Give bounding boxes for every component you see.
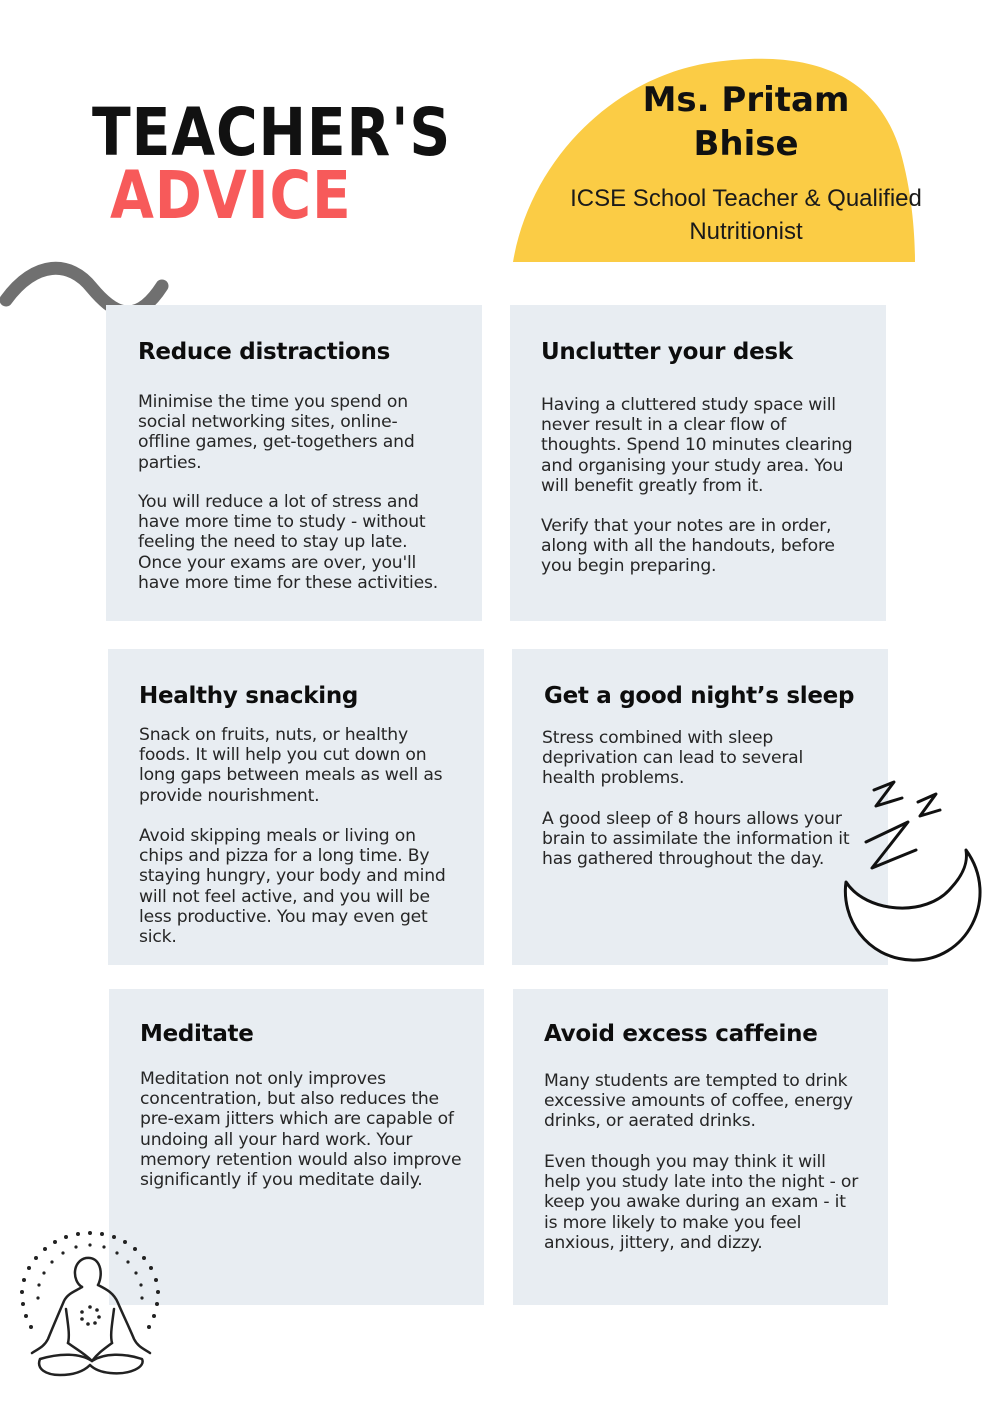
card-title: Reduce distractions	[138, 339, 390, 365]
card-text: Avoid skipping meals or living on chips and pizza for a long time. By staying hungry, your body and mind will not feel active, and you will be less productive. You may even get sick.	[139, 826, 446, 948]
card-text: Many students are tempted to drink excessive amounts of coffee, energy drinks, or aerated drinks.	[544, 1071, 853, 1132]
card-title: Get a good night’s sleep	[544, 683, 855, 709]
card-text: Meditation not only improves concentration, but also reduces the pre-exam jitters which are capable of undoing all your hard work. Your memory retention would also improve significantly if you meditate daily.	[140, 1069, 462, 1191]
title-advice: ADVICE	[110, 157, 352, 234]
card-text: A good sleep of 8 hours allows your brain to assimilate the information it has gathered throughout the day.	[542, 809, 850, 870]
author-block	[560, 78, 932, 248]
card-title: Avoid excess caffeine	[544, 1021, 818, 1047]
card-good-sleep	[512, 649, 888, 965]
card-avoid-caffeine	[513, 989, 888, 1305]
meditating-person-icon	[10, 1225, 170, 1390]
card-healthy-snacking	[108, 649, 484, 965]
card-title: Unclutter your desk	[541, 339, 793, 365]
card-text: You will reduce a lot of stress and have more time to study - without feeling the need to stay up late. Once your exams are over, you'll have more time for these activities.	[138, 492, 438, 593]
author-role: ICSE School Teacher & Qualified Nutritionist	[570, 185, 922, 245]
card-title: Meditate	[140, 1021, 254, 1047]
card-unclutter-desk	[510, 305, 886, 621]
card-text: Verify that your notes are in order, along with all the handouts, before you begin preparing.	[541, 516, 835, 577]
moon-zzz-icon	[836, 778, 986, 968]
title-teachers: TEACHER'S	[92, 94, 452, 171]
card-reduce-distractions	[106, 305, 482, 621]
card-text: Stress combined with sleep deprivation can lead to several health problems.	[542, 728, 804, 789]
card-text: Snack on fruits, nuts, or healthy foods. It will help you cut down on long gaps between meals as well as provide nourishment.	[139, 725, 443, 806]
card-text: Having a cluttered study space will never result in a clear flow of thoughts. Spend 10 minutes clearing and organising your study area. You will benefit greatly from it.	[541, 395, 853, 496]
card-title: Healthy snacking	[139, 683, 359, 709]
card-text: Minimise the time you spend on social networking sites, online-offline games, get-togethers and parties.	[138, 392, 415, 473]
author-name: Ms. Pritam Bhise	[642, 80, 850, 164]
card-text: Even though you may think it will help you study late into the night - or keep you awake during an exam - it is more likely to make you feel anxious, jittery, and dizzy.	[544, 1152, 859, 1253]
